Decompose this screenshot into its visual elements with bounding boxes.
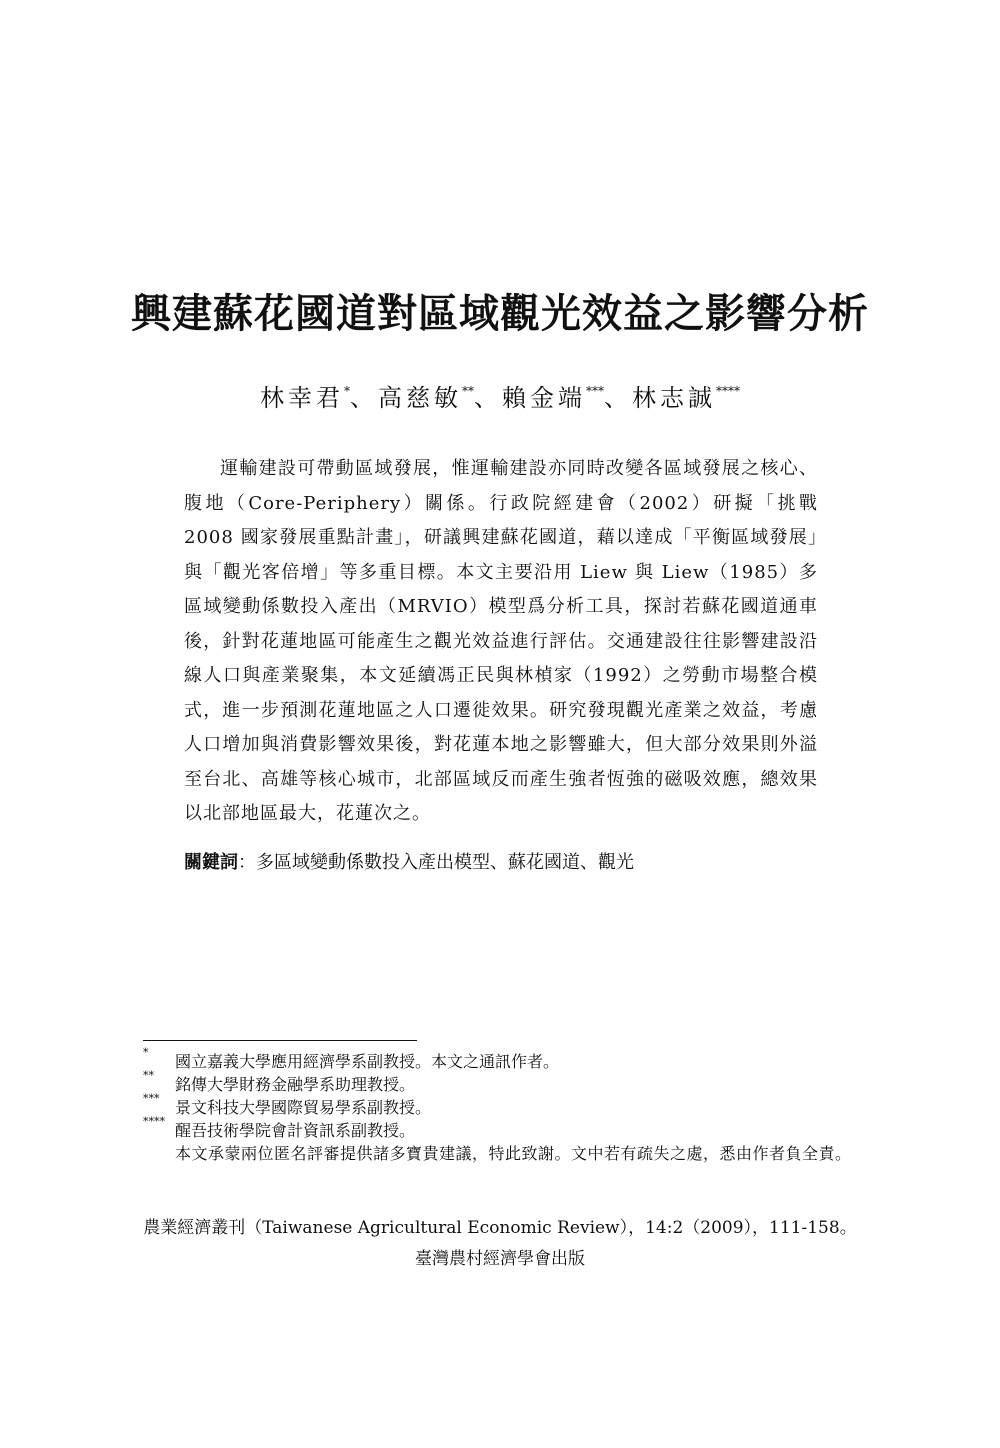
footnote-text: 醒吾技術學院會計資訊系副教授。: [175, 1121, 416, 1140]
journal-citation: 農業經濟叢刊（Taiwanese Agricultural Economic Review），14:2（2009），111-158。: [143, 1218, 857, 1238]
author-separator: 、: [604, 384, 632, 412]
author-name: 高慈敏: [378, 384, 462, 412]
author-footnote-mark: ***: [586, 384, 604, 398]
abstract-paragraph: 運輸建設可帶動區域發展，惟運輸建設亦同時改變各區域發展之核心、腹地（Core-Periphery）關係。行政院經建會（2002）研擬「挑戰 2008 國家發展重點計畫」，研議興建蘇花國道，藉以達成「平衡區域發展」與「觀光客倍增」等多重目標。本文主要沿用 Liew 與 Liew（1985）多區域變動係數投入產出（MRVIO）模型爲分析工具，探討若蘇花國道通車後，針對花蓮地區可能產生之觀光效益進行評估。交通建設往往影響建設沿線人口與產業聚集，本文延續馮正民與林楨家（1992）之勞動市場整合模式，進一步預測花蓮地區之人口遷徙效果。研究發現觀光產業之效益，考慮人口增加與消費影響效果後，對花蓮本地之影響雖大，但大部分效果則外溢至台北、高雄等核心城市，北部區域反而產生強者恆強的磁吸效應，總效果以北部地區最大，花蓮次之。: [184, 458, 818, 824]
acknowledgement-note: 本文承蒙兩位匿名評審提供諸多寶貴建議，特此致謝。文中若有疏失之處，悉由作者負全責。: [175, 1144, 852, 1163]
footnote-item: [143, 1069, 863, 1096]
paper-title: 興建蘇花國道對區域觀光效益之影響分析: [131, 291, 869, 337]
author-name: 林志誠: [632, 384, 716, 412]
footnote-text: 銘傳大學財務金融學系助理教授。: [175, 1075, 416, 1094]
footnote-item: [143, 1046, 863, 1073]
keywords-label: 關鍵詞: [184, 852, 238, 873]
author-name: 賴金端: [502, 384, 586, 412]
keywords-line: [184, 848, 824, 878]
footnote-item: [143, 1115, 863, 1142]
footnote-mark: **: [143, 1069, 154, 1082]
footnote-text: 國立嘉義大學應用經濟學系副教授。本文之通訊作者。: [175, 1052, 560, 1071]
footnote-text: 景文科技大學國際貿易學系副教授。: [175, 1098, 432, 1117]
keywords-text: ：多區域變動係數投入產出模型、蘇花國道、觀光: [238, 852, 634, 873]
author-footnote-mark: *: [344, 384, 350, 398]
footnote-item: [143, 1092, 863, 1119]
footnote-divider: [143, 1040, 417, 1041]
footnote-mark: *: [143, 1046, 149, 1059]
footnote-mark: ****: [143, 1115, 165, 1128]
publisher-line: 臺灣農村經濟學會出版: [415, 1249, 585, 1269]
author-separator: 、: [474, 384, 502, 412]
author-footnote-mark: **: [462, 384, 474, 398]
footnote-mark: ***: [143, 1092, 160, 1105]
author-name: 林幸君: [260, 384, 344, 412]
author-footnote-mark: ****: [716, 384, 740, 398]
footnotes: [143, 1046, 863, 1165]
author-separator: 、: [350, 384, 378, 412]
author-list: [80, 378, 920, 413]
